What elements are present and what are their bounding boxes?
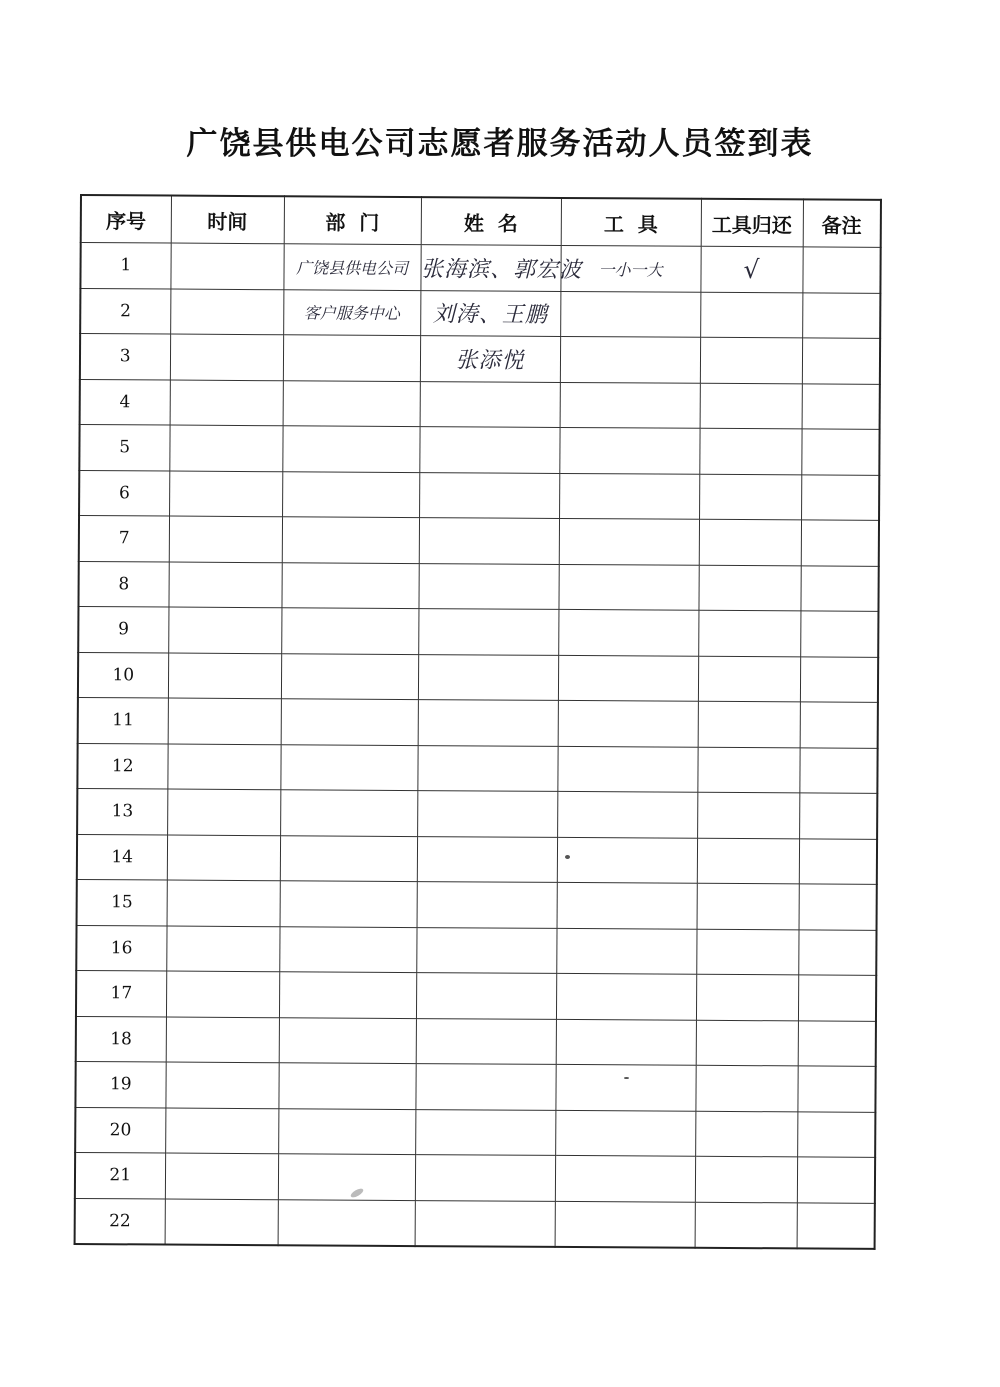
- cell-name: [415, 1064, 555, 1110]
- table-row: [77, 743, 877, 793]
- cell-remark: [799, 838, 877, 884]
- table-row: [80, 379, 880, 429]
- cell-name: [415, 1155, 555, 1201]
- cell-remark: [799, 793, 877, 839]
- cell-name: [418, 654, 558, 700]
- cell-index: 18: [76, 1016, 166, 1062]
- cell-department: [283, 335, 420, 381]
- cell-name: [417, 882, 557, 928]
- cell-tool-return: [696, 929, 798, 975]
- cell-index: 1: [80, 243, 170, 289]
- cell-department: [281, 608, 418, 654]
- table-row: [80, 334, 880, 384]
- cell-remark: [801, 429, 879, 475]
- cell-time: [165, 1062, 278, 1108]
- cell-department: [282, 426, 419, 472]
- cell-tool-return: [697, 792, 799, 838]
- cell-name: [415, 1200, 555, 1247]
- cell-remark: [802, 338, 880, 384]
- cell-department: [281, 562, 418, 608]
- cell-index: 14: [77, 834, 167, 880]
- cell-tool-return: [695, 1065, 797, 1111]
- cell-index: 8: [78, 561, 168, 607]
- table-row: [76, 1016, 876, 1066]
- cell-department: [281, 699, 418, 745]
- cell-remark: [800, 702, 878, 748]
- cell-index: 16: [76, 925, 166, 971]
- cell-remark: [802, 292, 880, 338]
- cell-tool: [558, 700, 698, 746]
- cell-remark: [797, 1157, 875, 1203]
- table-row: [76, 970, 876, 1020]
- cell-department: [280, 744, 417, 790]
- cell-remark: [800, 656, 878, 702]
- cell-tool: [556, 928, 696, 974]
- cell-department: [280, 881, 417, 927]
- cell-tool: [555, 1155, 695, 1201]
- cell-department: [282, 517, 419, 563]
- cell-tool: [560, 336, 700, 382]
- cell-department: [283, 380, 420, 426]
- header-time: 时间: [171, 196, 284, 244]
- cell-index: 5: [79, 425, 169, 471]
- cell-time: [170, 243, 283, 289]
- table-header-row: [81, 195, 881, 247]
- cell-time: [165, 1153, 278, 1199]
- cell-tool-return: [696, 1020, 798, 1066]
- cell-tool-return: √: [700, 246, 802, 292]
- cell-tool-return: [695, 1202, 797, 1249]
- cell-remark: [800, 611, 878, 657]
- scan-speck: [624, 1077, 629, 1079]
- cell-name: [417, 791, 557, 837]
- cell-index: 3: [80, 334, 170, 380]
- cell-tool: [560, 382, 700, 428]
- cell-name: [416, 1018, 556, 1064]
- cell-tool-return: [696, 974, 798, 1020]
- table-row: [78, 697, 878, 747]
- cell-remark: [800, 565, 878, 611]
- cell-department: [281, 653, 418, 699]
- cell-remark: [801, 520, 879, 566]
- cell-department: [279, 1017, 416, 1063]
- cell-tool: [555, 1201, 695, 1248]
- cell-department: [280, 835, 417, 881]
- cell-time: [167, 789, 280, 835]
- cell-tool-return: [698, 656, 800, 702]
- cell-time: [165, 1199, 278, 1246]
- cell-tool: [555, 1064, 695, 1110]
- cell-tool: [558, 564, 698, 610]
- cell-tool: [557, 746, 697, 792]
- cell-department: [279, 972, 416, 1018]
- cell-tool: [556, 973, 696, 1019]
- cell-time: [170, 289, 283, 335]
- cell-name: [417, 745, 557, 791]
- cell-remark: [798, 1020, 876, 1066]
- table-row: [78, 606, 878, 656]
- cell-time: [170, 334, 283, 380]
- cell-index: 17: [76, 970, 166, 1016]
- cell-tool-return: [700, 337, 802, 383]
- cell-tool-return: [698, 610, 800, 656]
- cell-time: [166, 1017, 279, 1063]
- cell-index: 4: [80, 379, 170, 425]
- page-title: 广饶县供电公司志愿者服务活动人员签到表: [186, 126, 814, 162]
- cell-name: 张海滨、郭宏波: [420, 245, 560, 291]
- cell-tool: [556, 1019, 696, 1065]
- cell-time: [169, 425, 282, 471]
- cell-time: [168, 607, 281, 653]
- cell-remark: [801, 474, 879, 520]
- sign-in-table: [74, 194, 882, 1250]
- cell-index: 9: [78, 606, 168, 652]
- cell-tool-return: [700, 292, 802, 338]
- cell-tool-return: [698, 701, 800, 747]
- table-row: [80, 243, 880, 293]
- header-tool-return: 工具归还: [701, 199, 803, 247]
- cell-tool-return: [700, 383, 802, 429]
- cell-remark: [802, 247, 880, 293]
- cell-remark: [797, 1202, 875, 1248]
- cell-name: [418, 563, 558, 609]
- cell-time: [165, 1108, 278, 1154]
- cell-time: [168, 653, 281, 699]
- cell-tool-return: [699, 428, 801, 474]
- cell-index: 2: [80, 288, 170, 334]
- cell-department: [280, 790, 417, 836]
- cell-remark: [798, 975, 876, 1021]
- cell-tool-return: [699, 519, 801, 565]
- table-row: [79, 425, 879, 475]
- cell-tool: [559, 473, 699, 519]
- cell-tool: [555, 1110, 695, 1156]
- cell-tool-return: [697, 883, 799, 929]
- cell-time: [166, 971, 279, 1017]
- cell-tool-return: [697, 838, 799, 884]
- cell-time: [168, 562, 281, 608]
- cell-name: [415, 1109, 555, 1155]
- cell-tool-return: [699, 474, 801, 520]
- cell-remark: [797, 1066, 875, 1112]
- cell-index: 10: [78, 652, 168, 698]
- header-index: 序号: [81, 195, 171, 243]
- cell-index: 12: [77, 743, 167, 789]
- cell-tool: [558, 609, 698, 655]
- cell-name: 张添悦: [420, 336, 560, 382]
- cell-tool-return: [697, 747, 799, 793]
- table-row: [78, 561, 878, 611]
- cell-remark: [802, 383, 880, 429]
- cell-department: [278, 1154, 415, 1200]
- table-row: [79, 470, 879, 520]
- table-row: [75, 1198, 875, 1249]
- table-row: [79, 516, 879, 566]
- cell-index: 20: [75, 1107, 165, 1153]
- table-row: [80, 288, 880, 338]
- sign-in-sheet: [74, 194, 880, 1253]
- cell-department: 广饶县供电公司: [283, 244, 420, 290]
- cell-department: [279, 926, 416, 972]
- cell-tool: [557, 791, 697, 837]
- cell-name: [419, 518, 559, 564]
- header-tool: 工 具: [561, 198, 701, 246]
- cell-name: [416, 927, 556, 973]
- cell-time: [170, 380, 283, 426]
- cell-tool: [560, 291, 700, 337]
- cell-time: [168, 698, 281, 744]
- cell-time: [167, 744, 280, 790]
- cell-tool: [558, 655, 698, 701]
- table-row: [75, 1061, 875, 1111]
- cell-time: [166, 926, 279, 972]
- table-row: [78, 652, 878, 702]
- cell-time: [167, 835, 280, 881]
- cell-remark: [798, 929, 876, 975]
- cell-index: 6: [79, 470, 169, 516]
- cell-department: 客户服务中心: [283, 289, 420, 335]
- cell-tool-return: [695, 1156, 797, 1202]
- cell-name: [418, 609, 558, 655]
- cell-index: 11: [78, 697, 168, 743]
- header-department: 部 门: [284, 196, 421, 244]
- table-row: [77, 834, 877, 884]
- cell-time: [169, 516, 282, 562]
- cell-tool: [557, 882, 697, 928]
- table-row: [75, 1107, 875, 1157]
- table-row: [76, 925, 876, 975]
- cell-tool: 一小一大: [560, 245, 700, 291]
- cell-name: [417, 836, 557, 882]
- cell-index: 22: [75, 1198, 165, 1245]
- cell-remark: [799, 884, 877, 930]
- cell-remark: [799, 747, 877, 793]
- table-row: [77, 788, 877, 838]
- cell-tool: [557, 837, 697, 883]
- cell-remark: [797, 1111, 875, 1157]
- cell-tool: [559, 518, 699, 564]
- cell-tool: [559, 427, 699, 473]
- cell-name: 刘涛、王鹏: [420, 290, 560, 336]
- cell-department: [278, 1108, 415, 1154]
- cell-department: [278, 1063, 415, 1109]
- cell-tool-return: [698, 565, 800, 611]
- cell-index: 7: [79, 516, 169, 562]
- cell-index: 13: [77, 788, 167, 834]
- cell-name: [416, 973, 556, 1019]
- cell-name: [419, 472, 559, 518]
- cell-time: [167, 880, 280, 926]
- cell-index: 19: [75, 1061, 165, 1107]
- cell-department: [278, 1199, 415, 1246]
- table-row: [75, 1152, 875, 1202]
- cell-name: [418, 700, 558, 746]
- cell-index: 21: [75, 1152, 165, 1198]
- cell-name: [420, 381, 560, 427]
- header-name: 姓 名: [421, 197, 561, 245]
- cell-time: [169, 471, 282, 517]
- cell-index: 15: [77, 879, 167, 925]
- cell-tool-return: [695, 1111, 797, 1157]
- table-row: [77, 879, 877, 929]
- header-remark: 备注: [803, 199, 881, 247]
- scan-speck: [565, 855, 570, 859]
- cell-department: [282, 471, 419, 517]
- cell-name: [419, 427, 559, 473]
